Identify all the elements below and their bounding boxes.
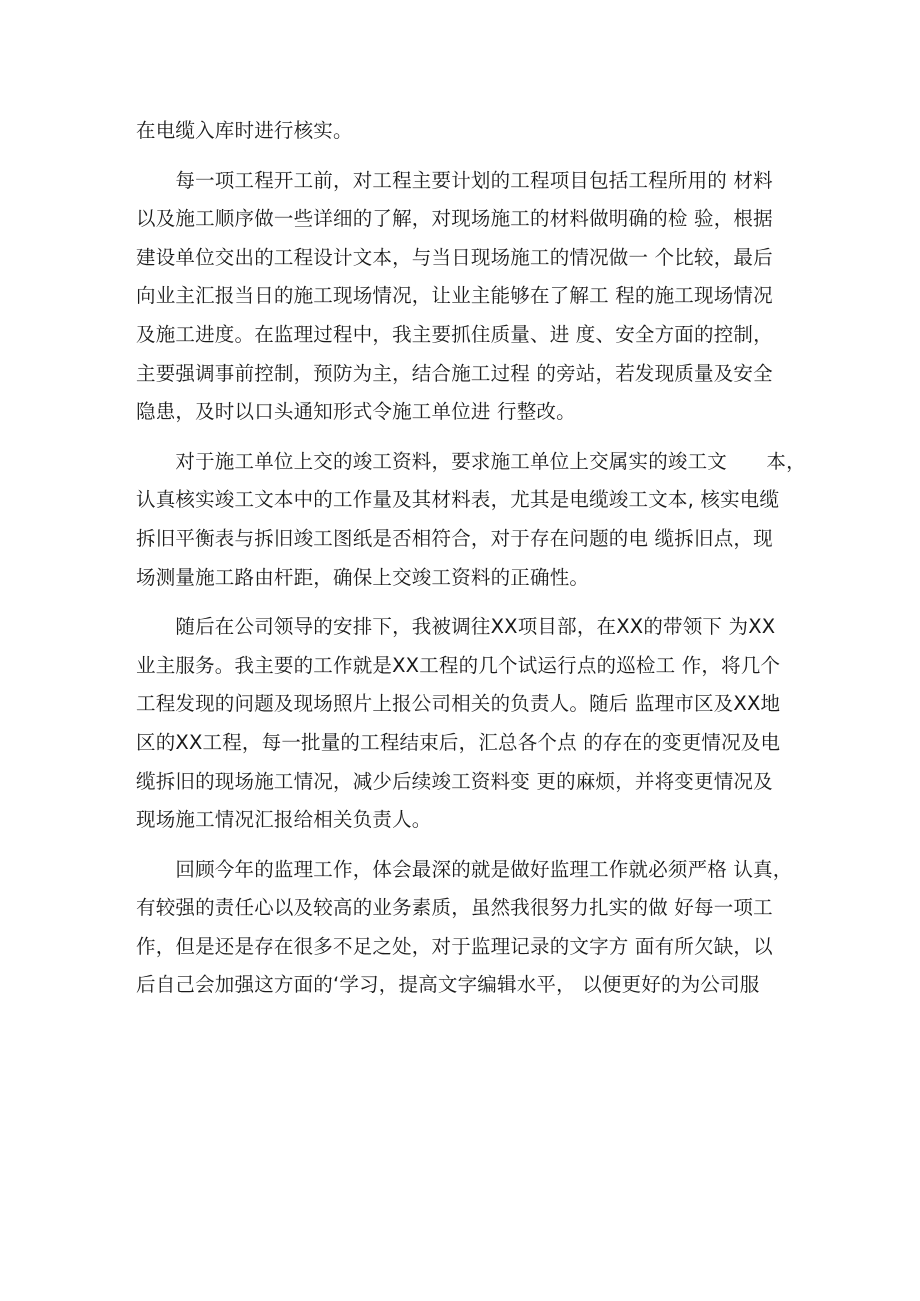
text-line: 后自己会加强这方面的‘学习，提高文字编辑水平， 以便更好的为公司服 bbox=[136, 973, 760, 997]
text-line: 建设单位交出的工程设计文本，与当日现场施工的情况做一 个比较，最后 bbox=[136, 245, 773, 269]
text-line: 现场施工情况汇报给相关负责人。 bbox=[136, 808, 432, 832]
text-line: 向业主汇报当日的施工现场情况，让业主能够在了解工 程的施工现场情况 bbox=[136, 284, 773, 308]
text-line: 业主服务。我主要的工作就是XX工程的几个试运行点的巡检工 作，将几个 bbox=[136, 653, 781, 677]
paragraph bbox=[136, 608, 796, 840]
text-line: 认真核实竣工文本中的工作量及其材料表，尤其是电缆竣工文本, 核实电缆 bbox=[136, 488, 780, 512]
text-line: 每一项工程开工前，对工程主要计划的工程项目包括工程所用的 材料 bbox=[136, 168, 773, 192]
text-line: 主要强调事前控制，预防为主，结合施工过程 的旁站，若发现质量及安全 bbox=[136, 361, 773, 385]
text-line: 拆旧平衡表与拆旧竣工图纸是否相符合，对于存在问题的电 缆拆旧点，现 bbox=[136, 526, 773, 550]
text-line: 以及施工顺序做一些详细的了解，对现场施工的材料做明确的检 验，根据 bbox=[136, 207, 773, 231]
text-line: 对于施工单位上交的竣工资料，要求施工单位上交属实的竣工文 本， bbox=[136, 449, 806, 473]
text-line: 回顾今年的监理工作，体会最深的就是做好监理工作就必须严格 认真， bbox=[136, 857, 793, 881]
text-line: 隐患，及时以口头通知形式令施工单位进 行整改。 bbox=[136, 400, 576, 424]
paragraph bbox=[136, 112, 796, 151]
text-line: 缆拆旧的现场施工情况，减少后续竣工资料变 更的麻烦，并将变更情况及 bbox=[136, 769, 773, 793]
text-line: 作，但是还是存在很多不足之处，对于监理记录的文字方 面有所欠缺，以 bbox=[136, 934, 773, 958]
text-line: 随后在公司领导的安排下，我被调往XX项目部，在XX的带领下 为XX bbox=[136, 615, 776, 639]
text-line: 区的XX工程，每一批量的工程结束后，汇总各个点 的存在的变更情况及电 bbox=[136, 730, 781, 754]
paragraph bbox=[136, 162, 796, 432]
text-line: 在电缆入库时进行核实。 bbox=[136, 119, 353, 142]
text-line: 有较强的责任心以及较高的业务素质，虽然我很努力扎实的做 好每一项工 bbox=[136, 896, 773, 920]
text-line: 场测量施工路由杆距，确保上交竣工资料的正确性。 bbox=[136, 565, 590, 589]
paragraph bbox=[136, 443, 806, 597]
paragraph bbox=[136, 851, 796, 1005]
body-text bbox=[136, 112, 806, 1005]
text-line: 及施工进度。在监理过程中，我主要抓住质量、进 度、安全方面的控制， bbox=[136, 322, 773, 346]
text-line: 工程发现的问题及现场照片上报公司相关的负责人。随后 监理市区及XX地 bbox=[136, 692, 781, 716]
